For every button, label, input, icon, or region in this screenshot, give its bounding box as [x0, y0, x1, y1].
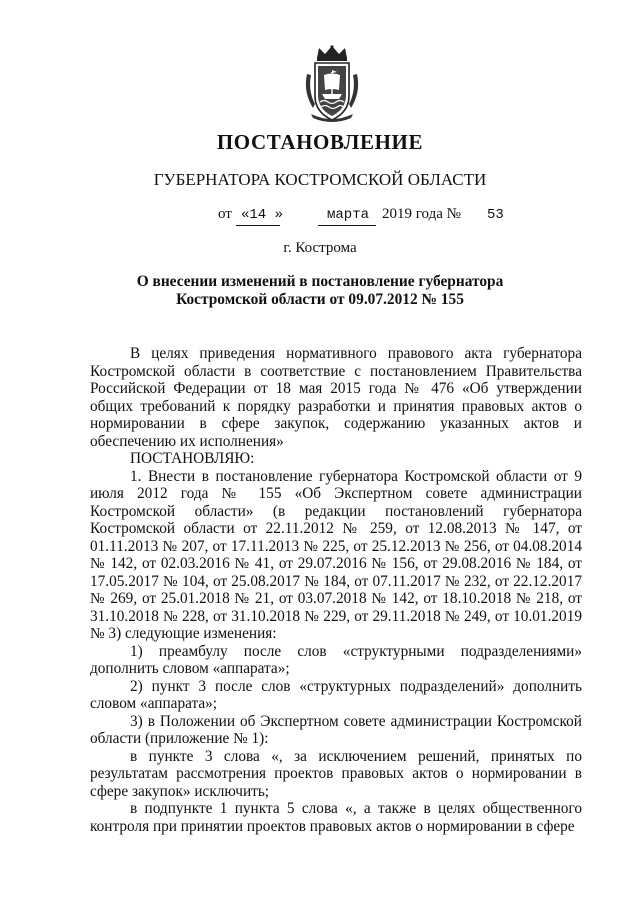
document-type-title: ПОСТАНОВЛЕНИЕ: [216, 130, 424, 154]
amendment-point-5-paragraph: в подпункте 1 пункта 5 слова «, а также в целях общественного контроля при принятии проектов правовых актов о нормировании в сфере: [90, 800, 582, 835]
subclause-1-paragraph: 1) преамбулу после слов «структурными подразделениями» дополнить словом «аппарата»;: [90, 642, 582, 677]
clause-1-paragraph: 1. Внести в постановление губернатора Костромской области от 9 июля 2012 года № 155 «Об Экспертном совете администрации Костромской области» (в редакции постановлений губернатора Костромской области от 22.11.2012 № 259, от 12.08.2013 № 147, от 01.11.2013 № 207, от 17.11.2013 № 225, от 25.12.2013 № 256, от 04.08.2014 № 142, от 02.03.2016 № 41, от 29.07.2016 № 156, от 29.08.2016 № 184, от 17.05.2017 № 104, от 25.08.2017 № 184, от 07.11.2017 № 232, от 22.12.2017 № 269, от 25.01.2018 № 21, от 03.07.2018 № 142, от 18.10.2018 № 218, от 31.10.2018 № 228, от 31.10.2018 № 229, от 29.11.2018 № 249, от 10.01.2019 № 3) следующие изменения:: [90, 467, 582, 642]
month-underline: [318, 225, 376, 226]
amendment-point-3-paragraph: в пункте 3 слова «, за исключением решений, принятых по результатам рассмотрения проектов правовых актов о нормировании в сфере закупок» исключить;: [90, 747, 582, 800]
kostroma-coat-of-arms-icon: [299, 44, 365, 124]
date-day: «14 »: [241, 207, 284, 223]
day-underline: [236, 225, 280, 226]
date-line: [0, 206, 640, 228]
decree-word: ПОСТАНОВЛЯЮ:: [130, 450, 255, 467]
preamble-paragraph: В целях приведения нормативного правового акта губернатора Костромской области в соответствие с постановлением Правительства Российской Федерации от 18 мая 2015 года № 476 «Об утверждении общих требований к порядку разработки и принятия правовых актов о нормировании в сфере закупок, содержанию указанных актов и обеспечению их исполнения»: [90, 345, 582, 450]
subclause-2-paragraph: 2) пункт 3 после слов «структурных подразделений» дополнить словом «аппарата»;: [90, 677, 582, 712]
issuer-title: ГУБЕРНАТОРА КОСТРОМСКОЙ ОБЛАСТИ: [153, 170, 487, 189]
document-subject-line-1: О внесении изменений в постановление губернатора: [136, 273, 504, 290]
document-subject-line-2: Костромской области от 09.07.2012 № 155: [176, 291, 464, 308]
document-body: [90, 345, 582, 835]
city-name: г. Кострома: [283, 240, 357, 256]
document-number: 53: [487, 207, 504, 223]
date-month: марта: [327, 207, 370, 223]
date-year: 2019 года №: [382, 206, 461, 222]
date-prefix: от: [218, 206, 232, 222]
document-subject: [0, 273, 640, 309]
subclause-3-paragraph: 3) в Положении об Экспертном совете администрации Костромской области (приложение № 1):: [90, 712, 582, 747]
